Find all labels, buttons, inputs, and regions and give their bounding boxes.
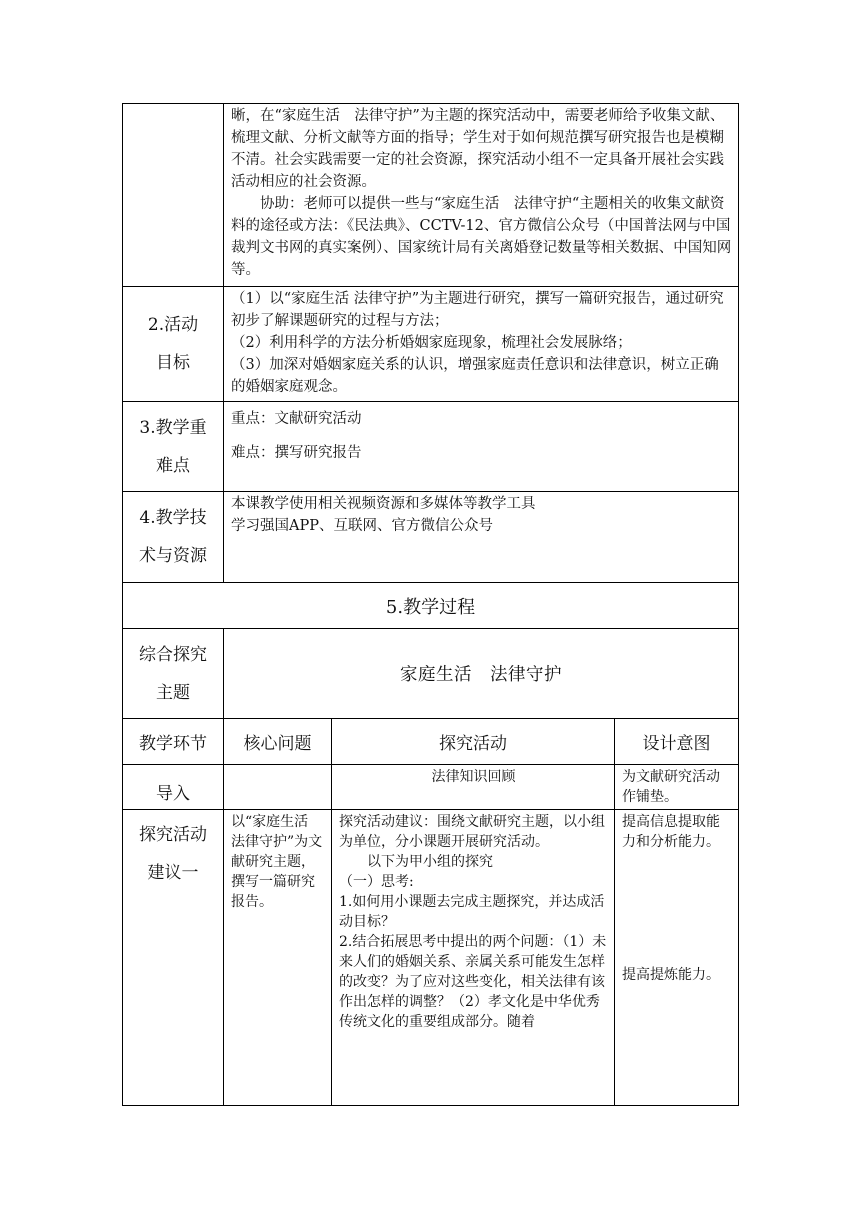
activity-paragraph: 以下为甲小组的探究 (367, 854, 493, 870)
header-activity: 探究活动 (332, 719, 615, 765)
intent-paragraph: 提高提炼能力。 (622, 967, 720, 983)
goal-item: （1）以“家庭生活 法律守护”为主题进行研究，撰写一篇研究报告，通过研究初步了解课题研究的过程与方法； (231, 291, 724, 329)
assist-paragraph: 协助：老师可以提供一些与“家庭生活 法律守护“主题相关的收集文献资料的途径或方法：《民法典》、CCTV-12、官方微信公众号（中国普法网与中国裁判文书网的真实案例）、国家统计局有关离婚登记数量等相关数据、中国知网等。 (231, 196, 732, 278)
intro-intent: 为文献研究活动作铺垫。 (615, 765, 739, 810)
activity-paragraph: 1.如何用小课题去完成主题探究，并达成活动目标？ (339, 894, 605, 930)
analysis-continuation-row (123, 104, 739, 287)
goals-content (224, 287, 739, 402)
tech-line: 学习强国APP、互联网、官方微信公众号 (231, 518, 493, 534)
intro-row (123, 765, 739, 810)
intro-stage: 导入 (123, 765, 224, 810)
goals-row (123, 287, 739, 402)
tech-content (224, 492, 739, 583)
suggestion-activity (332, 810, 615, 1106)
process-header-row (123, 719, 739, 765)
focus-label: 3.教学重 难点 (123, 402, 224, 492)
goals-label: 2.活动 目标 (123, 287, 224, 402)
tech-label: 4.教学技 术与资源 (123, 492, 224, 583)
analysis-paragraph: 晰，在“家庭生活 法律守护”为主题的探究活动中，需要老师给予收集文献、梳理文献、分析文献等方面的指导；学生对于如何规范撰写研究报告也是模糊不清。社会实践需要一定的社会资源，探究活动小组不一定具备开展社会实践活动相应的社会资源。 (231, 108, 725, 190)
header-stage: 教学环节 (123, 719, 224, 765)
activity-paragraph: 2.结合拓展思考中提出的两个问题：（1）未来人们的婚姻关系、亲属关系可能发生怎样的改变？为了应对这些变化，相关法律有该作出怎样的调整？（2）孝文化是中华优秀传统文化的重要组成部分。随着 (339, 934, 607, 1030)
header-intent: 设计意图 (615, 719, 739, 765)
focus-row (123, 402, 739, 492)
suggestion-stage: 探究活动 建议一 (123, 810, 224, 1106)
activity-paragraph: 探究活动建议：围绕文献研究主题，以小组为单位，分小课题开展研究活动。 (339, 814, 605, 850)
intro-core (224, 765, 332, 810)
suggestion-row (123, 810, 739, 1106)
theme-label: 综合探究 主题 (123, 629, 224, 719)
tech-row (123, 492, 739, 583)
header-core: 核心问题 (224, 719, 332, 765)
goal-item: （2）利用科学的方法分析婚姻家庭现象，梳理社会发展脉络； (231, 335, 632, 351)
analysis-content-cell (224, 104, 739, 287)
focus-content (224, 402, 739, 492)
theme-value: 家庭生活 法律守护 (224, 629, 739, 719)
intro-activity: 法律知识回顾 (332, 765, 615, 810)
process-title-row (123, 583, 739, 629)
lesson-plan-table (122, 103, 739, 1106)
theme-row (123, 629, 739, 719)
empty-label-cell (123, 104, 224, 287)
difficult-point: 难点：撰写研究报告 (231, 445, 362, 461)
activity-paragraph: （一）思考: (339, 874, 414, 890)
suggestion-core: 以“家庭生活 法律守护”为文献研究主题，撰写一篇研究报告。 (224, 810, 332, 1106)
suggestion-intent (615, 810, 739, 1106)
goal-item: （3）加深对婚姻家庭关系的认识，增强家庭责任意识和法律意识，树立正确的婚姻家庭观念。 (231, 357, 719, 395)
process-title: 5.教学过程 (123, 583, 739, 629)
intent-paragraph: 提高信息提取能力和分析能力。 (622, 814, 720, 850)
key-point: 重点：文献研究活动 (231, 411, 362, 427)
tech-line: 本课教学使用相关视频资源和多媒体等教学工具 (231, 496, 536, 512)
